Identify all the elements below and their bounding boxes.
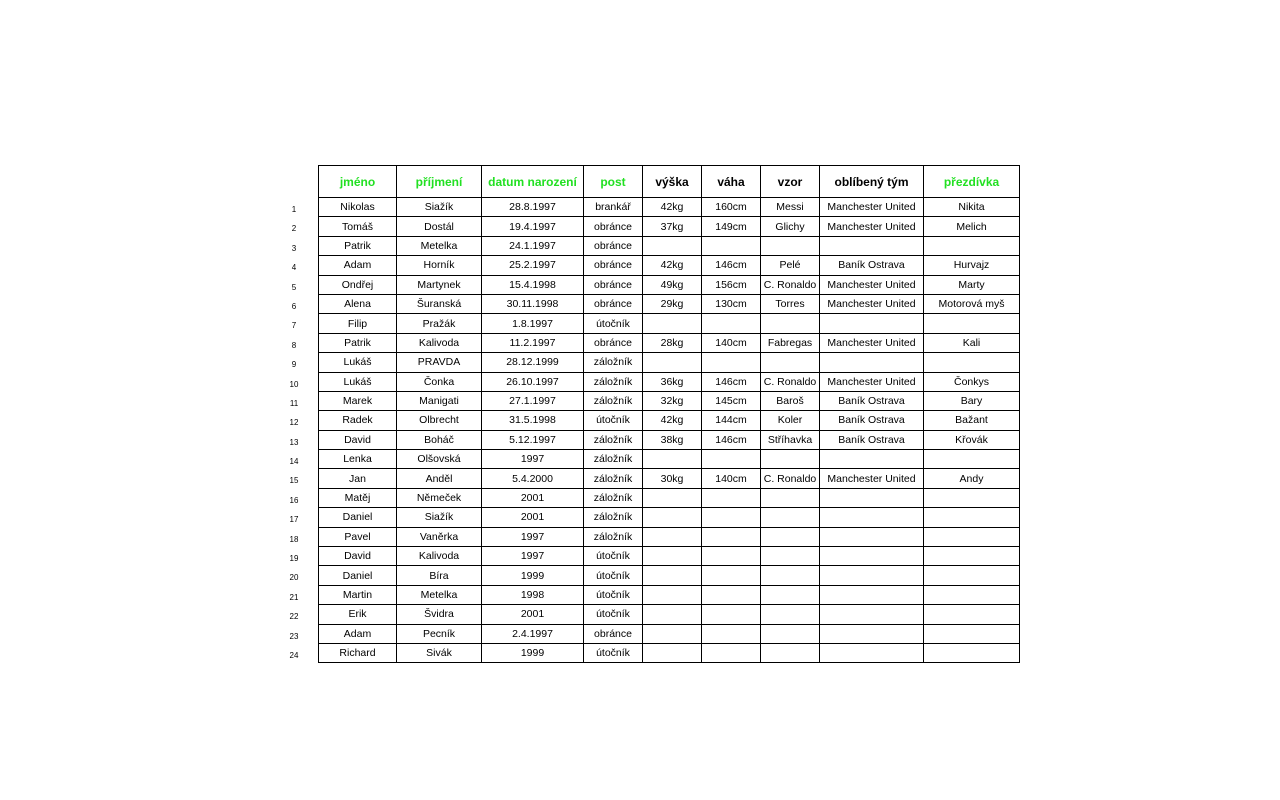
cell-birth-date: 15.4.1998 [482, 275, 584, 294]
cell-nickname: Kali [924, 333, 1020, 352]
cell-favorite-team: Manchester United [820, 275, 924, 294]
cell-favorite-team [820, 236, 924, 255]
table-row [319, 643, 1020, 662]
cell-last-name: Pecník [397, 624, 482, 643]
cell-weight [702, 450, 761, 469]
cell-favorite-team: Baník Ostrava [820, 430, 924, 449]
row-number: 12 [289, 418, 299, 428]
cell-position: záložník [584, 450, 643, 469]
cell-weight [702, 547, 761, 566]
table-row [319, 314, 1020, 333]
cell-idol [761, 314, 820, 333]
cell-favorite-team: Baník Ostrava [820, 256, 924, 275]
table-row [319, 391, 1020, 410]
cell-last-name: Olšovská [397, 450, 482, 469]
cell-birth-date: 2001 [482, 605, 584, 624]
cell-height: 30kg [643, 469, 702, 488]
table-row [319, 450, 1020, 469]
cell-idol: C. Ronaldo [761, 469, 820, 488]
cell-last-name: Švidra [397, 605, 482, 624]
cell-birth-date: 11.2.1997 [482, 333, 584, 352]
row-number: 13 [289, 437, 299, 447]
cell-nickname [924, 450, 1020, 469]
table-row [319, 527, 1020, 546]
cell-last-name: Kalivoda [397, 547, 482, 566]
cell-favorite-team [820, 488, 924, 507]
cell-weight: 149cm [702, 217, 761, 236]
cell-birth-date: 26.10.1997 [482, 372, 584, 391]
cell-height: 32kg [643, 391, 702, 410]
row-number: 14 [289, 457, 299, 467]
cell-last-name: Čonka [397, 372, 482, 391]
row-number: 15 [289, 476, 299, 486]
cell-last-name: Siažík [397, 508, 482, 527]
cell-idol [761, 566, 820, 585]
row-number: 23 [289, 631, 299, 641]
cell-height [643, 527, 702, 546]
cell-favorite-team [820, 605, 924, 624]
table-row [319, 333, 1020, 352]
cell-favorite-team [820, 547, 924, 566]
cell-last-name: Martynek [397, 275, 482, 294]
cell-last-name: Manigati [397, 391, 482, 410]
table-row [319, 585, 1020, 604]
table-row [319, 488, 1020, 507]
cell-first-name: Adam [319, 624, 397, 643]
cell-position: obránce [584, 217, 643, 236]
row-number: 20 [289, 573, 299, 583]
cell-first-name: Patrik [319, 236, 397, 255]
cell-birth-date: 25.2.1997 [482, 256, 584, 275]
cell-birth-date: 1997 [482, 547, 584, 566]
cell-weight [702, 624, 761, 643]
cell-last-name: Pražák [397, 314, 482, 333]
cell-height [643, 236, 702, 255]
cell-weight [702, 353, 761, 372]
cell-last-name: Vaněrka [397, 527, 482, 546]
cell-weight: 140cm [702, 333, 761, 352]
cell-weight: 130cm [702, 294, 761, 313]
cell-last-name: Němeček [397, 488, 482, 507]
cell-birth-date: 27.1.1997 [482, 391, 584, 410]
cell-first-name: Lenka [319, 450, 397, 469]
cell-first-name: David [319, 547, 397, 566]
cell-idol [761, 643, 820, 662]
row-number: 11 [289, 398, 299, 408]
cell-nickname: Motorová myš [924, 294, 1020, 313]
cell-weight: 156cm [702, 275, 761, 294]
cell-position: obránce [584, 236, 643, 255]
cell-favorite-team: Manchester United [820, 333, 924, 352]
row-number: 18 [289, 534, 299, 544]
cell-position: obránce [584, 333, 643, 352]
cell-position: záložník [584, 353, 643, 372]
cell-weight [702, 605, 761, 624]
cell-idol [761, 624, 820, 643]
cell-nickname [924, 605, 1020, 624]
cell-birth-date: 24.1.1997 [482, 236, 584, 255]
cell-nickname: Melich [924, 217, 1020, 236]
cell-position: obránce [584, 294, 643, 313]
cell-first-name: David [319, 430, 397, 449]
cell-birth-date: 2.4.1997 [482, 624, 584, 643]
cell-birth-date: 2001 [482, 488, 584, 507]
cell-weight [702, 566, 761, 585]
cell-first-name: Marek [319, 391, 397, 410]
cell-idol [761, 527, 820, 546]
cell-height: 37kg [643, 217, 702, 236]
cell-favorite-team: Manchester United [820, 372, 924, 391]
cell-weight [702, 643, 761, 662]
cell-position: útočník [584, 411, 643, 430]
header-row [319, 166, 1020, 198]
cell-position: obránce [584, 624, 643, 643]
cell-idol [761, 488, 820, 507]
cell-birth-date: 28.8.1997 [482, 198, 584, 217]
cell-favorite-team: Baník Ostrava [820, 411, 924, 430]
cell-favorite-team [820, 643, 924, 662]
cell-first-name: Jan [319, 469, 397, 488]
header-last-name: příjmení [397, 166, 482, 198]
cell-weight [702, 508, 761, 527]
cell-weight [702, 488, 761, 507]
cell-position: obránce [584, 275, 643, 294]
cell-birth-date: 1999 [482, 566, 584, 585]
cell-last-name: Dostál [397, 217, 482, 236]
cell-nickname [924, 353, 1020, 372]
cell-idol [761, 236, 820, 255]
cell-position: záložník [584, 391, 643, 410]
table-row [319, 236, 1020, 255]
table-body [319, 198, 1020, 663]
cell-idol [761, 353, 820, 372]
cell-first-name: Matěj [319, 488, 397, 507]
table-row [319, 605, 1020, 624]
cell-first-name: Adam [319, 256, 397, 275]
cell-first-name: Tomáš [319, 217, 397, 236]
cell-height: 36kg [643, 372, 702, 391]
cell-first-name: Patrik [319, 333, 397, 352]
cell-idol: Koler [761, 411, 820, 430]
cell-idol [761, 585, 820, 604]
cell-last-name: Metelka [397, 585, 482, 604]
cell-height: 29kg [643, 294, 702, 313]
header-favorite-team: oblíbený tým [820, 166, 924, 198]
cell-nickname [924, 488, 1020, 507]
cell-height [643, 605, 702, 624]
cell-position: záložník [584, 430, 643, 449]
cell-first-name: Filip [319, 314, 397, 333]
cell-favorite-team [820, 624, 924, 643]
row-number: 10 [289, 379, 299, 389]
table-row [319, 198, 1020, 217]
row-number: 5 [291, 282, 297, 292]
cell-nickname [924, 547, 1020, 566]
cell-first-name: Martin [319, 585, 397, 604]
row-number: 3 [291, 243, 297, 253]
cell-position: záložník [584, 469, 643, 488]
table-row [319, 294, 1020, 313]
header-weight: váha [702, 166, 761, 198]
cell-first-name: Daniel [319, 566, 397, 585]
cell-birth-date: 2001 [482, 508, 584, 527]
cell-nickname [924, 236, 1020, 255]
cell-nickname [924, 508, 1020, 527]
cell-last-name: Olbrecht [397, 411, 482, 430]
cell-favorite-team: Manchester United [820, 294, 924, 313]
cell-birth-date: 1997 [482, 527, 584, 546]
cell-birth-date: 1997 [482, 450, 584, 469]
header-height: výška [643, 166, 702, 198]
cell-height: 42kg [643, 198, 702, 217]
row-number: 8 [291, 340, 297, 350]
cell-nickname [924, 566, 1020, 585]
row-number: 22 [289, 612, 299, 622]
cell-first-name: Lukáš [319, 372, 397, 391]
cell-height [643, 643, 702, 662]
table-row [319, 411, 1020, 430]
cell-height [643, 547, 702, 566]
cell-favorite-team: Manchester United [820, 469, 924, 488]
cell-height [643, 624, 702, 643]
row-number: 19 [289, 554, 299, 564]
cell-nickname [924, 314, 1020, 333]
cell-height [643, 488, 702, 507]
cell-nickname: Nikita [924, 198, 1020, 217]
cell-birth-date: 1999 [482, 643, 584, 662]
cell-favorite-team: Baník Ostrava [820, 391, 924, 410]
cell-position: záložník [584, 488, 643, 507]
cell-position: útočník [584, 314, 643, 333]
cell-first-name: Alena [319, 294, 397, 313]
cell-position: útočník [584, 547, 643, 566]
cell-position: útočník [584, 566, 643, 585]
cell-weight: 145cm [702, 391, 761, 410]
cell-position: záložník [584, 527, 643, 546]
cell-nickname [924, 624, 1020, 643]
cell-birth-date: 19.4.1997 [482, 217, 584, 236]
cell-last-name: Kalivoda [397, 333, 482, 352]
cell-nickname: Bary [924, 391, 1020, 410]
cell-birth-date: 1998 [482, 585, 584, 604]
table-row [319, 566, 1020, 585]
row-number: 2 [291, 224, 297, 234]
table-row [319, 217, 1020, 236]
table-row [319, 469, 1020, 488]
cell-position: útočník [584, 605, 643, 624]
header-first-name: jméno [319, 166, 397, 198]
table-row [319, 547, 1020, 566]
cell-first-name: Ondřej [319, 275, 397, 294]
cell-last-name: Sivák [397, 643, 482, 662]
cell-first-name: Radek [319, 411, 397, 430]
cell-position: útočník [584, 643, 643, 662]
row-number: 6 [291, 301, 297, 311]
cell-weight: 146cm [702, 256, 761, 275]
cell-first-name: Nikolas [319, 198, 397, 217]
cell-height [643, 566, 702, 585]
cell-weight [702, 527, 761, 546]
cell-last-name: Šuranská [397, 294, 482, 313]
player-roster-table [318, 165, 1020, 663]
header-nickname: přezdívka [924, 166, 1020, 198]
cell-first-name: Lukáš [319, 353, 397, 372]
table-row [319, 256, 1020, 275]
header-position: post [584, 166, 643, 198]
cell-last-name: PRAVDA [397, 353, 482, 372]
cell-weight [702, 585, 761, 604]
cell-favorite-team [820, 314, 924, 333]
cell-position: útočník [584, 585, 643, 604]
cell-weight [702, 314, 761, 333]
cell-birth-date: 31.5.1998 [482, 411, 584, 430]
cell-nickname [924, 527, 1020, 546]
cell-last-name: Horník [397, 256, 482, 275]
row-number: 7 [291, 321, 297, 331]
cell-nickname: Hurvajz [924, 256, 1020, 275]
cell-favorite-team [820, 585, 924, 604]
cell-birth-date: 1.8.1997 [482, 314, 584, 333]
cell-height: 38kg [643, 430, 702, 449]
cell-last-name: Bíra [397, 566, 482, 585]
row-number: 17 [289, 515, 299, 525]
cell-idol: C. Ronaldo [761, 275, 820, 294]
header-birth-date: datum narození [482, 166, 584, 198]
cell-nickname [924, 643, 1020, 662]
cell-last-name: Boháč [397, 430, 482, 449]
row-number: 21 [289, 592, 299, 602]
cell-favorite-team [820, 353, 924, 372]
cell-idol [761, 450, 820, 469]
cell-height: 42kg [643, 256, 702, 275]
cell-height [643, 353, 702, 372]
cell-idol: Torres [761, 294, 820, 313]
cell-favorite-team [820, 508, 924, 527]
cell-idol: Pelé [761, 256, 820, 275]
cell-weight: 146cm [702, 372, 761, 391]
cell-birth-date: 28.12.1999 [482, 353, 584, 372]
cell-favorite-team: Manchester United [820, 198, 924, 217]
cell-first-name: Erik [319, 605, 397, 624]
cell-position: obránce [584, 256, 643, 275]
row-number: 9 [291, 360, 297, 370]
cell-favorite-team [820, 566, 924, 585]
cell-first-name: Pavel [319, 527, 397, 546]
table-row [319, 372, 1020, 391]
cell-weight: 146cm [702, 430, 761, 449]
cell-idol: Baroš [761, 391, 820, 410]
cell-position: záložník [584, 508, 643, 527]
cell-height [643, 585, 702, 604]
row-number: 16 [289, 495, 299, 505]
row-number: 4 [291, 263, 297, 273]
table-row [319, 624, 1020, 643]
cell-last-name: Siažík [397, 198, 482, 217]
cell-last-name: Anděl [397, 469, 482, 488]
cell-weight [702, 236, 761, 255]
cell-first-name: Daniel [319, 508, 397, 527]
cell-nickname: Křovák [924, 430, 1020, 449]
cell-first-name: Richard [319, 643, 397, 662]
row-number: 1 [291, 205, 297, 214]
cell-height [643, 314, 702, 333]
cell-height [643, 508, 702, 527]
cell-idol [761, 547, 820, 566]
row-number-column [270, 200, 318, 665]
cell-nickname: Andy [924, 469, 1020, 488]
cell-nickname: Marty [924, 275, 1020, 294]
cell-height: 49kg [643, 275, 702, 294]
row-number: 24 [289, 650, 299, 660]
table-row [319, 275, 1020, 294]
cell-favorite-team [820, 527, 924, 546]
cell-height [643, 450, 702, 469]
table-row [319, 430, 1020, 449]
cell-nickname [924, 585, 1020, 604]
cell-weight: 140cm [702, 469, 761, 488]
table-row [319, 353, 1020, 372]
cell-birth-date: 5.12.1997 [482, 430, 584, 449]
cell-nickname: Bažant [924, 411, 1020, 430]
cell-idol [761, 508, 820, 527]
cell-idol: Stříhavka [761, 430, 820, 449]
cell-last-name: Metelka [397, 236, 482, 255]
header-idol: vzor [761, 166, 820, 198]
cell-height: 28kg [643, 333, 702, 352]
cell-nickname: Čonkys [924, 372, 1020, 391]
cell-favorite-team [820, 450, 924, 469]
cell-birth-date: 30.11.1998 [482, 294, 584, 313]
table-row [319, 508, 1020, 527]
cell-position: záložník [584, 372, 643, 391]
cell-weight: 144cm [702, 411, 761, 430]
cell-idol: Glichy [761, 217, 820, 236]
cell-birth-date: 5.4.2000 [482, 469, 584, 488]
cell-height: 42kg [643, 411, 702, 430]
cell-idol: Messi [761, 198, 820, 217]
cell-idol: Fabregas [761, 333, 820, 352]
cell-position: brankář [584, 198, 643, 217]
cell-idol: C. Ronaldo [761, 372, 820, 391]
cell-weight: 160cm [702, 198, 761, 217]
cell-favorite-team: Manchester United [820, 217, 924, 236]
cell-idol [761, 605, 820, 624]
